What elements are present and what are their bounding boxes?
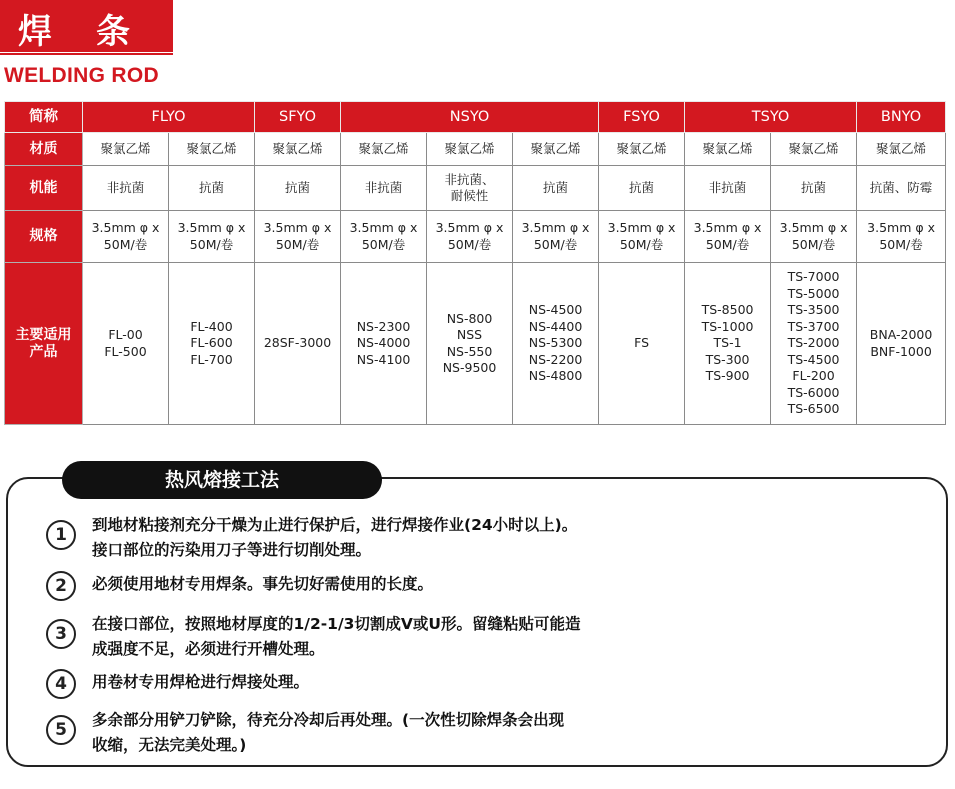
- method-title: 热风熔接工法: [62, 461, 382, 499]
- step-text: 多余部分用铲刀铲除，待充分冷却后再处理。(一次性切除焊条会出现 收缩，无法完美处理。): [92, 711, 565, 754]
- table-cell: 聚氯乙烯: [255, 133, 341, 166]
- table-cell: 聚氯乙烯: [169, 133, 255, 166]
- spec-row: [5, 211, 946, 263]
- series-flyo: FLYO: [83, 102, 255, 133]
- table-cell: NS-4500 NS-4400 NS-5300 NS-2200 NS-4800: [513, 263, 599, 425]
- table-cell: FL-400 FL-600 FL-700: [169, 263, 255, 425]
- table-cell: 3.5mm φ x 50M/卷: [685, 211, 771, 263]
- table-cell: 抗菌: [771, 166, 857, 211]
- step-number-badge: 3: [46, 619, 76, 649]
- series-fsyo: FSYO: [599, 102, 685, 133]
- series-tsyo: TSYO: [685, 102, 857, 133]
- row-label-products: 主要适用 产品: [5, 263, 83, 425]
- table-cell: 聚氯乙烯: [771, 133, 857, 166]
- step-3: [46, 615, 581, 662]
- table-cell: 抗菌: [599, 166, 685, 211]
- welding-rod-spec-table: [4, 101, 946, 425]
- step-2: [46, 571, 433, 601]
- row-label-short-name: 简称: [5, 102, 83, 133]
- title-underline: [0, 53, 173, 55]
- table-cell: FL-00 FL-500: [83, 263, 169, 425]
- table-cell: 3.5mm φ x 50M/卷: [427, 211, 513, 263]
- step-text: 用卷材专用焊枪进行焊接处理。: [92, 673, 310, 691]
- table-cell: TS-8500 TS-1000 TS-1 TS-300 TS-900: [685, 263, 771, 425]
- series-bnyo: BNYO: [857, 102, 946, 133]
- step-1: [46, 516, 578, 563]
- table-cell: 3.5mm φ x 50M/卷: [341, 211, 427, 263]
- table-cell: 聚氯乙烯: [685, 133, 771, 166]
- products-row: [5, 263, 946, 425]
- step-text: 必须使用地材专用焊条。事先切好需使用的长度。: [92, 575, 434, 593]
- step-number-badge: 1: [46, 520, 76, 550]
- step-4: [46, 669, 309, 699]
- table-cell: FS: [599, 263, 685, 425]
- series-sfyo: SFYO: [255, 102, 341, 133]
- series-nsyo: NSYO: [341, 102, 599, 133]
- step-text: 在接口部位，按照地材厚度的1/2-1/3切割成V或U形。留缝粘贴可能造 成强度不足，必须进行开槽处理。: [92, 615, 581, 658]
- table-cell: 3.5mm φ x 50M/卷: [771, 211, 857, 263]
- table-cell: TS-7000 TS-5000 TS-3500 TS-3700 TS-2000 TS-4500 FL-200 TS-6000 TS-6500: [771, 263, 857, 425]
- table-cell: 聚氯乙烯: [857, 133, 946, 166]
- table-cell: 3.5mm φ x 50M/卷: [255, 211, 341, 263]
- step-number-badge: 5: [46, 715, 76, 745]
- table-cell: 3.5mm φ x 50M/卷: [513, 211, 599, 263]
- title-block: [0, 0, 173, 52]
- title-char-2: 条: [96, 12, 132, 52]
- table-cell: 抗菌: [255, 166, 341, 211]
- step-5: [46, 711, 565, 758]
- table-cell: 抗菌、防霉: [857, 166, 946, 211]
- table-header-row: [5, 102, 946, 133]
- table-cell: 3.5mm φ x 50M/卷: [83, 211, 169, 263]
- table-cell: 28SF-3000: [255, 263, 341, 425]
- function-row: [5, 166, 946, 211]
- table-cell: NS-800 NSS NS-550 NS-9500: [427, 263, 513, 425]
- table-cell: NS-2300 NS-4000 NS-4100: [341, 263, 427, 425]
- table-cell: 非抗菌: [685, 166, 771, 211]
- table-cell: 聚氯乙烯: [341, 133, 427, 166]
- page-subtitle: WELDING ROD: [4, 64, 159, 87]
- step-number-badge: 2: [46, 571, 76, 601]
- step-number-badge: 4: [46, 669, 76, 699]
- table-cell: 聚氯乙烯: [427, 133, 513, 166]
- table-cell: 3.5mm φ x 50M/卷: [857, 211, 946, 263]
- table-cell: BNA-2000 BNF-1000: [857, 263, 946, 425]
- row-label-spec: 规格: [5, 211, 83, 263]
- table-cell: 聚氯乙烯: [83, 133, 169, 166]
- row-label-function: 机能: [5, 166, 83, 211]
- row-label-material: 材质: [5, 133, 83, 166]
- table-cell: 非抗菌: [83, 166, 169, 211]
- table-cell: 非抗菌、 耐候性: [427, 166, 513, 211]
- table-cell: 聚氯乙烯: [513, 133, 599, 166]
- step-text: 到地材粘接剂充分干燥为止进行保护后，进行焊接作业(24小时以上)。 接口部位的污染用刀子等进行切削处理。: [92, 516, 578, 559]
- table-cell: 3.5mm φ x 50M/卷: [599, 211, 685, 263]
- table-cell: 3.5mm φ x 50M/卷: [169, 211, 255, 263]
- table-cell: 聚氯乙烯: [599, 133, 685, 166]
- title-char-1: 焊: [18, 12, 54, 52]
- table-cell: 非抗菌: [341, 166, 427, 211]
- table-cell: 抗菌: [169, 166, 255, 211]
- table-cell: 抗菌: [513, 166, 599, 211]
- material-row: [5, 133, 946, 166]
